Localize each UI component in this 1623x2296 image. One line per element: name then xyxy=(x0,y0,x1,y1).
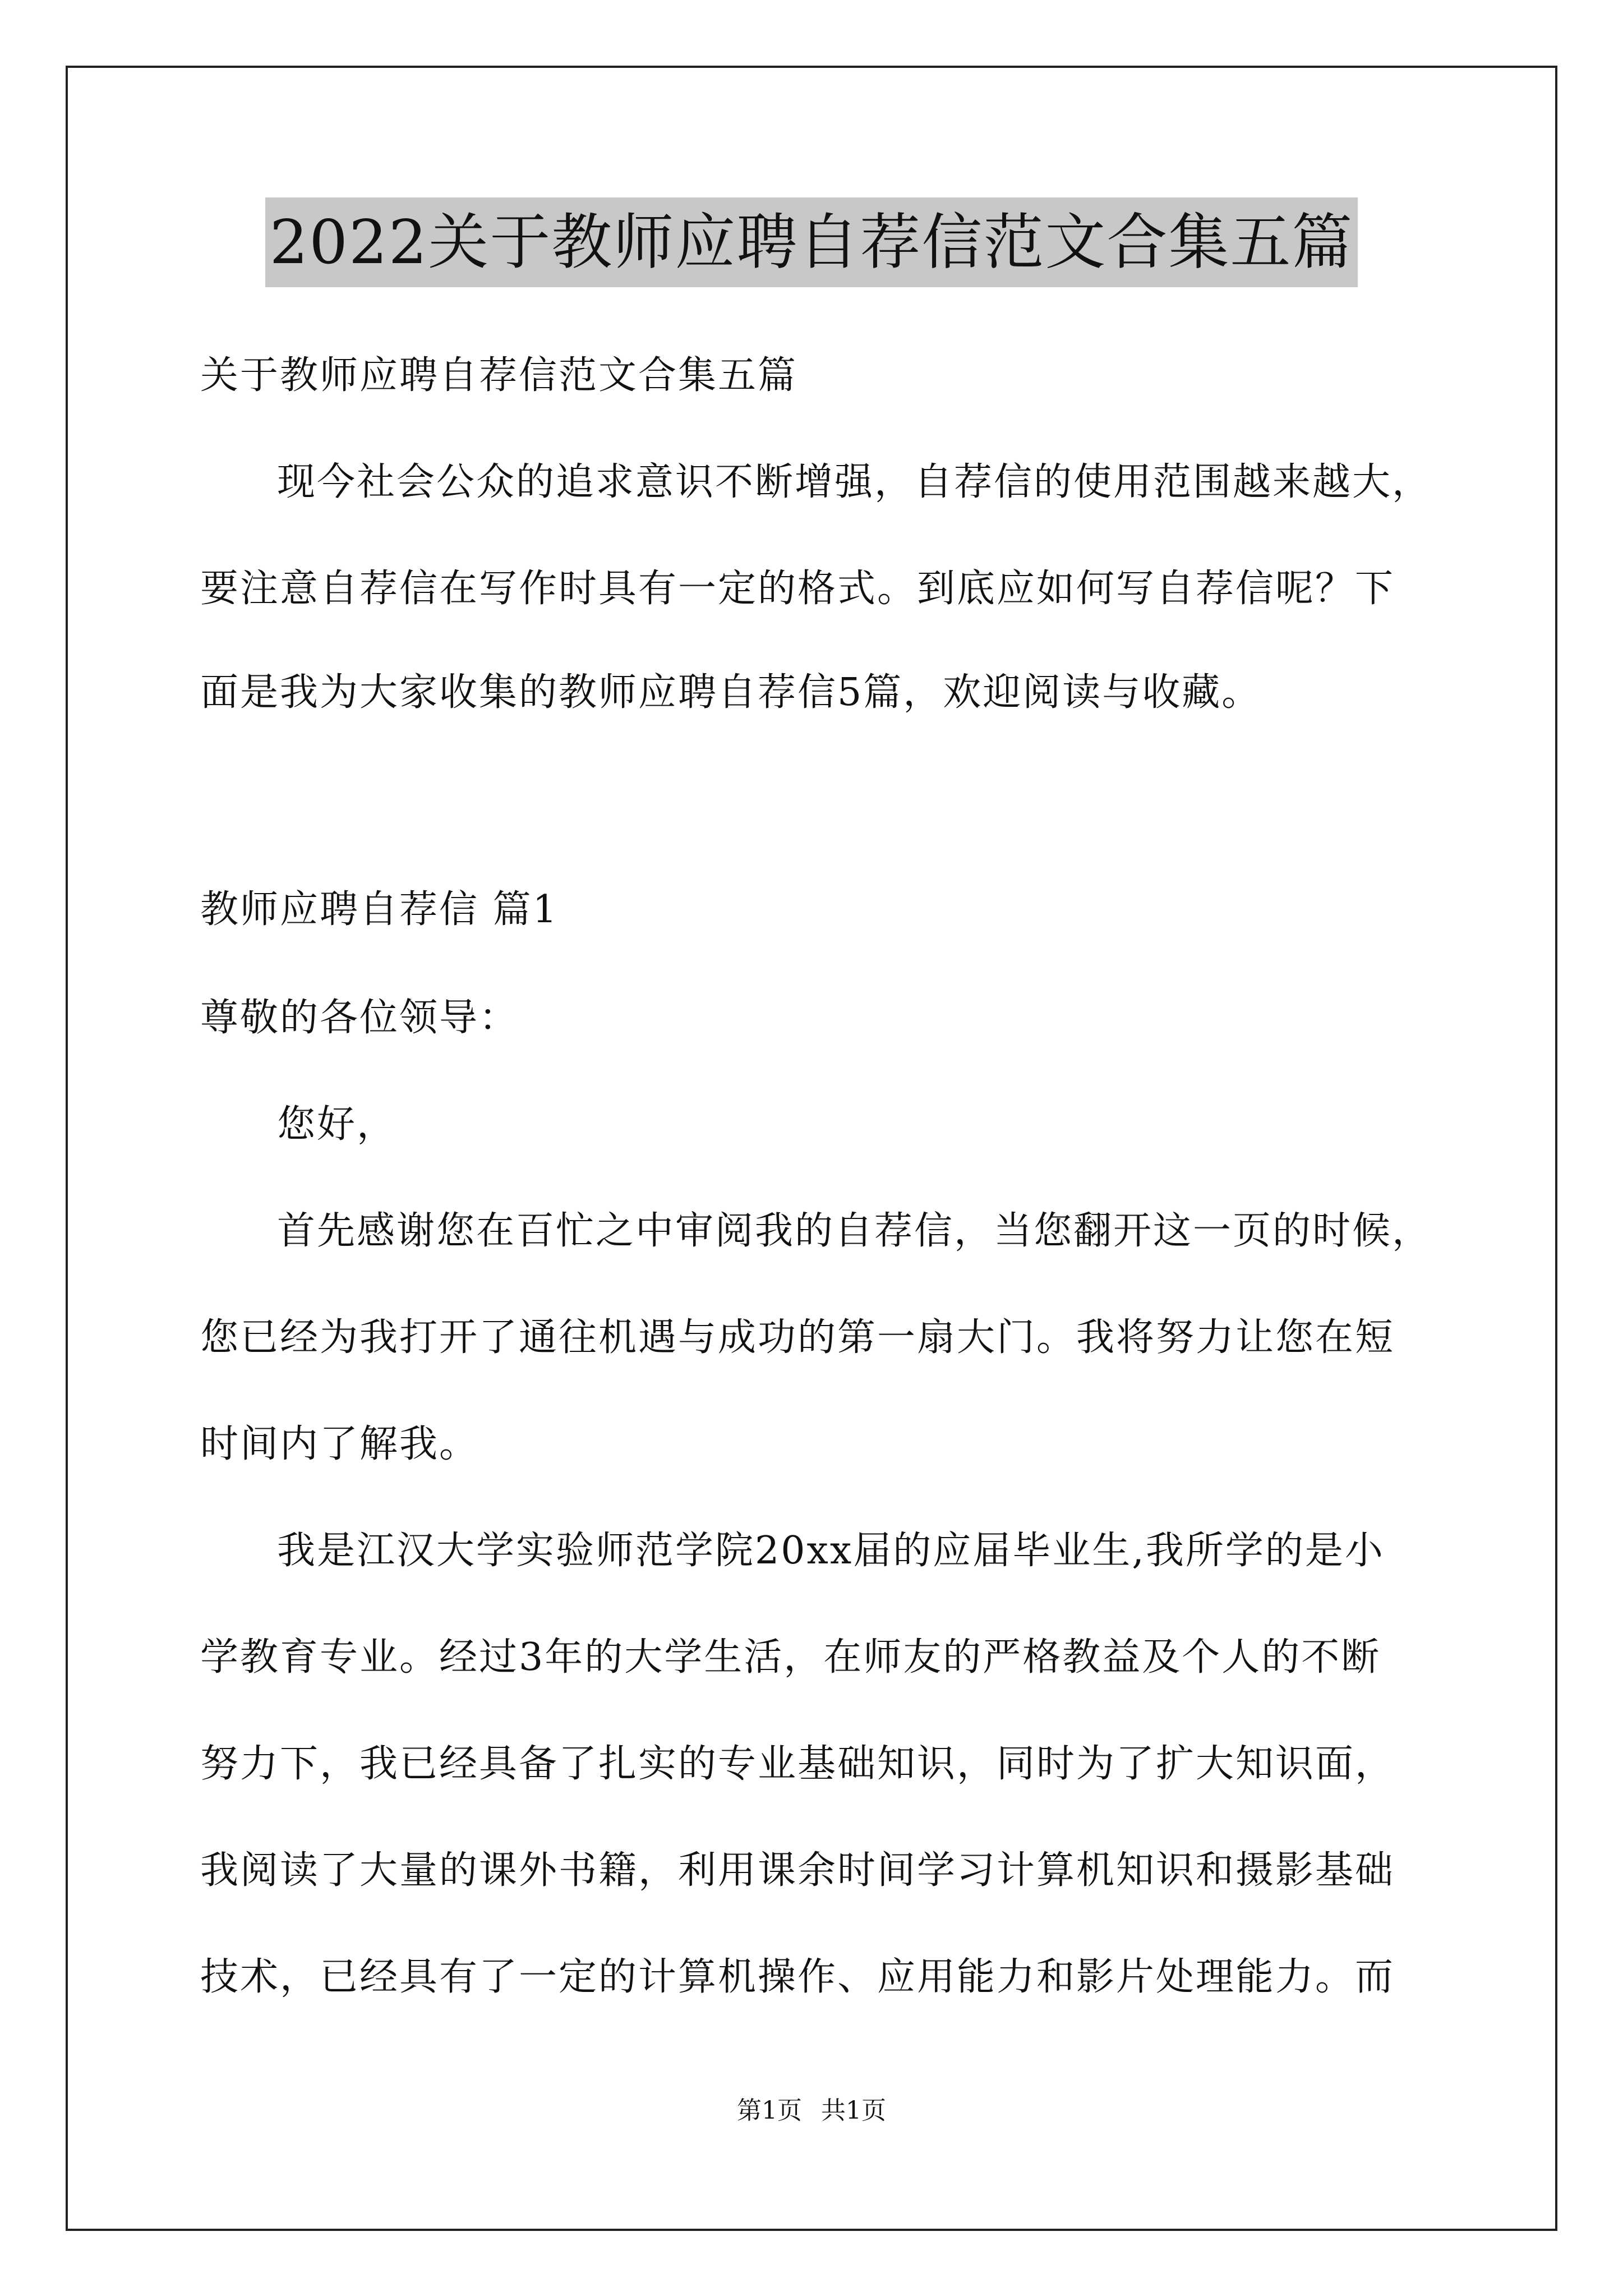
intro-line-1: 现今社会公众的追求意识不断增强，自荐信的使用范围越来越大， xyxy=(277,460,1432,504)
page-total: 共1页 xyxy=(821,2096,886,2125)
intro-line-3: 面是我为大家收集的教师应聘自荐信5篇，欢迎阅读与收藏。 xyxy=(200,670,1262,715)
title-container xyxy=(0,197,1623,287)
paragraph2-line-3: 努力下，我已经具备了扎实的专业基础知识，同时为了扩大知识面， xyxy=(200,1742,1395,1786)
page-footer xyxy=(0,2095,1623,2127)
intro-line-2: 要注意自荐信在写作时具有一定的格式。到底应如何写自荐信呢？下 xyxy=(200,567,1395,611)
paragraph2-line-5: 技术，已经具有了一定的计算机操作、应用能力和影片处理能力。而 xyxy=(200,1955,1395,1999)
greeting: 您好， xyxy=(277,1102,397,1147)
section-heading: 教师应聘自荐信 篇1 xyxy=(200,887,559,932)
page-number: 第1页 xyxy=(737,2096,802,2125)
document-subtitle: 关于教师应聘自荐信范文合集五篇 xyxy=(200,353,798,398)
paragraph2-line-4: 我阅读了大量的课外书籍，利用课余时间学习计算机知识和摄影基础 xyxy=(200,1848,1395,1893)
paragraph1-line-1: 首先感谢您在百忙之中审阅我的自荐信，当您翻开这一页的时候， xyxy=(277,1209,1432,1253)
paragraph2-line-1: 我是江汉大学实验师范学院20xx届的应届毕业生,我所学的是小 xyxy=(277,1529,1385,1573)
paragraph1-line-3: 时间内了解我。 xyxy=(200,1422,479,1466)
paragraph2-line-2: 学教育专业。经过3年的大学生活，在师友的严格教益及个人的不断 xyxy=(200,1635,1381,1680)
paragraph1-line-2: 您已经为我打开了通往机遇与成功的第一扇大门。我将努力让您在短 xyxy=(200,1315,1395,1360)
document-title: 2022关于教师应聘自荐信范文合集五篇 xyxy=(265,197,1358,287)
salutation: 尊敬的各位领导： xyxy=(200,996,519,1040)
